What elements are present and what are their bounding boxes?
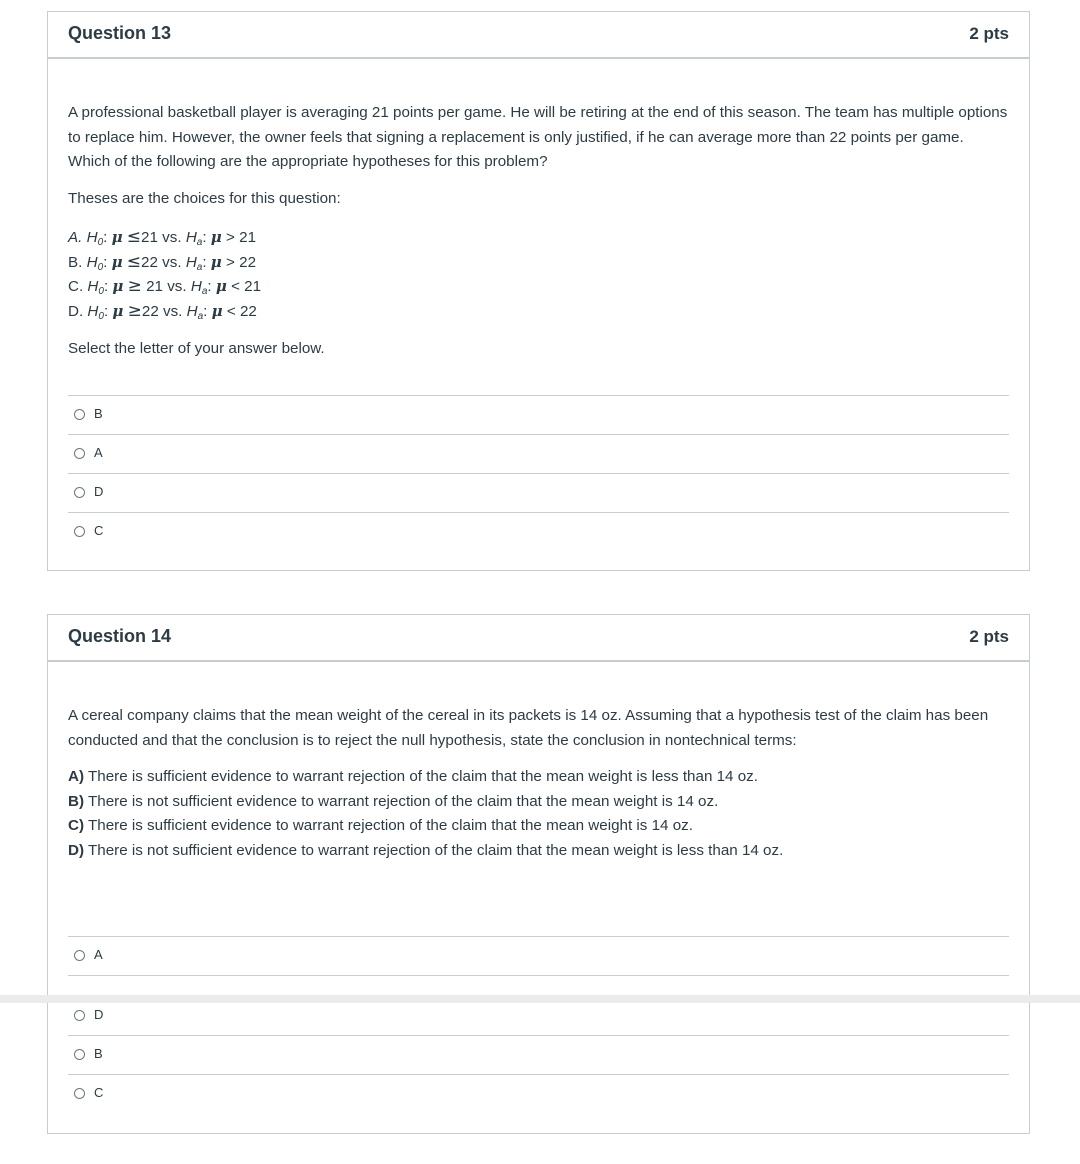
answer-option[interactable] [68,976,1009,1036]
answer-label[interactable]: D [94,1007,104,1022]
option-letter: A) [68,768,85,785]
question-body [68,704,1009,863]
question-body [68,101,1009,362]
answer-option[interactable] [68,435,1009,474]
page-break-divider [0,995,1080,1003]
hypothesis-letter: A. [68,229,83,246]
option-text: There is sufficient evidence to warrant rejection of the claim that the mean weight is less than 14 oz. [84,768,758,785]
question-14-card [47,614,1030,1134]
radio-button[interactable] [74,526,85,537]
answer-option[interactable] [68,937,1009,976]
answer-option[interactable] [68,396,1009,435]
option-statement [68,790,1009,815]
answer-label[interactable]: D [94,484,104,499]
hypothesis-letter: D. [68,302,84,320]
answer-label[interactable]: A [94,445,103,460]
question-instruction: Select the letter of your answer below. [68,340,325,357]
hypothesis-letter: B. [68,253,83,271]
answer-option[interactable] [68,513,1009,551]
answer-label[interactable]: C [94,523,104,538]
option-letter: B) [68,792,85,810]
question-prompt: A professional basketball player is averaging 21 points per game. He will be retiring at the end of this season. The team has multiple options to replace him. However, the owner feels that signing a replacement is only justified, if he can average more than 22 points per game. Which of the following are the appropriate hypotheses for this problem? [68,104,1008,170]
option-text: There is not sufficient evidence to warrant rejection of the claim that the mean weight is 14 oz. [84,792,719,810]
option-text: There is sufficient evidence to warrant rejection of the claim that the mean weight is 14 oz. [84,817,693,834]
radio-button[interactable] [74,487,85,498]
hypothesis-item: C. $H_0$: μ ≥ 21 vs. $H_a$: μ < 21 [68,276,262,297]
radio-button[interactable] [74,448,85,459]
choices-intro: Theses are the choices for this question: [68,189,341,207]
question-title: Question 13 [68,23,172,43]
answer-label[interactable]: B [94,1046,103,1061]
option-statement [68,814,1009,839]
answer-label[interactable]: C [94,1085,104,1100]
radio-button[interactable] [74,1049,85,1060]
question-header [48,12,1029,59]
question-13-card [47,11,1030,571]
hypothesis-letter: C. [68,278,84,295]
answer-option[interactable] [68,474,1009,513]
hypotheses-list [68,225,1009,323]
option-statement [68,839,1009,864]
option-letter: D) [68,841,85,859]
answer-list [68,395,1009,551]
question-title: Question 14 [68,626,172,646]
question-points: 2 pts [969,24,1009,43]
question-points: 2 pts [969,627,1009,646]
question-prompt: A cereal company claims that the mean weight of the cereal in its packets is 14 oz. Assuming that a hypothesis test of the claim has been conducted and that the conclusion is to reject the null hypothesis, state the conclusion in nontechnical terms: [68,707,989,749]
option-text: There is not sufficient evidence to warrant rejection of the claim that the mean weight is less than 14 oz. [84,841,784,859]
question-header [48,615,1029,662]
answer-label[interactable]: B [94,406,103,421]
answer-label[interactable]: A [94,947,103,962]
option-statement [68,765,1009,790]
radio-button[interactable] [74,409,85,420]
hypothesis-item: A. $H_0$: μ ≤21 vs. $H_a$: μ > 21 [68,227,257,248]
radio-button[interactable] [74,1088,85,1099]
option-letter: C) [68,817,85,834]
radio-button[interactable] [74,950,85,961]
answer-list [68,936,1009,1113]
hypothesis-item: D. $H_0$: μ ≥22 vs. $H_a$: μ < 22 [68,300,257,322]
answer-option[interactable] [68,1075,1009,1113]
answer-option[interactable] [68,1036,1009,1075]
hypothesis-item: B. $H_0$: μ ≤22 vs. $H_a$: μ > 22 [68,251,257,273]
radio-button[interactable] [74,1010,85,1021]
